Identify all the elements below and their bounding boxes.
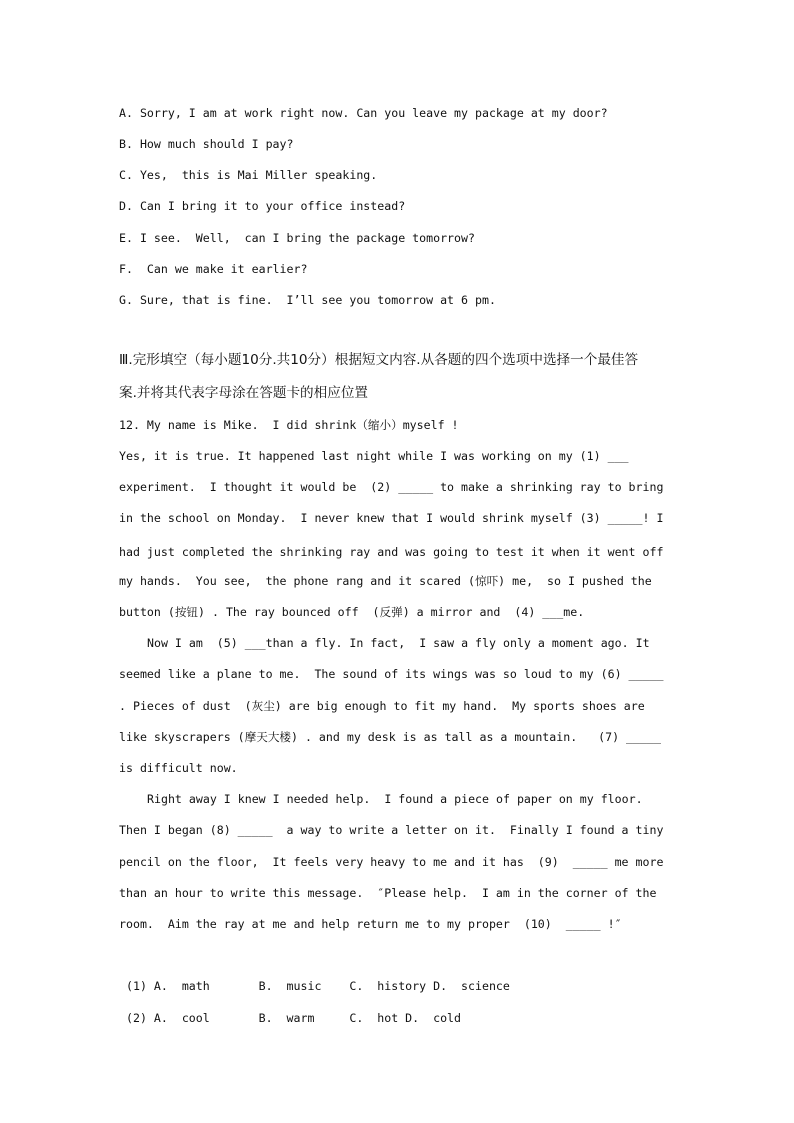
passage-line: Now I am (5) ___than a fly. In fact, I saw a fly only a moment ago. It bbox=[147, 636, 650, 650]
passage-line: Right away I knew I needed help. I found a piece of paper on my floor. bbox=[147, 792, 643, 806]
passage-line: . Pieces of dust (灰尘) are big enough to fit my hand. My sports shoes are bbox=[119, 699, 645, 713]
option-f: F. Can we make it earlier? bbox=[119, 262, 308, 276]
section-heading-line-1: Ⅲ.完形填空（每小题10分.共10分）根据短文内容.从各题的四个选项中选择一个最佳答 bbox=[119, 352, 639, 368]
option-c: C. Yes, this is Mai Miller speaking. bbox=[119, 168, 378, 182]
passage-line: pencil on the floor, It feels very heavy to me and it has (9) _____ me more bbox=[119, 855, 664, 869]
passage-line: than an hour to write this message. ″Please help. I am in the corner of the bbox=[119, 886, 657, 900]
option-b: B. How much should I pay? bbox=[119, 137, 294, 151]
passage-line: 12. My name is Mike. I did shrink（缩小）myself ! bbox=[119, 418, 459, 432]
passage-line: button (按钮) . The ray bounced off (反弹) a mirror and (4) ___me. bbox=[119, 605, 585, 619]
passage-line: Yes, it is true. It happened last night while I was working on my (1) ___ bbox=[119, 449, 629, 463]
option-g: G. Sure, that is fine. I’ll see you tomorrow at 6 pm. bbox=[119, 293, 496, 307]
passage-line: in the school on Monday. I never knew that I would shrink myself (3) _____! I bbox=[119, 511, 664, 525]
passage-line: room. Aim the ray at me and help return me to my proper (10) _____ !″ bbox=[119, 917, 622, 931]
passage-line: like skyscrapers (摩天大楼) . and my desk is as tall as a mountain. (7) _____ bbox=[119, 730, 661, 744]
choice-row-2: (2) A. cool B. warm C. hot D. cold bbox=[119, 1011, 462, 1025]
passage-line: seemed like a plane to me. The sound of its wings was so loud to my (6) _____ bbox=[119, 667, 664, 681]
option-a: A. Sorry, I am at work right now. Can you leave my package at my door? bbox=[119, 106, 608, 120]
section-heading-line-2: 案.并将其代表字母涂在答题卡的相应位置 bbox=[119, 385, 369, 401]
passage-line: is difficult now. bbox=[119, 761, 238, 775]
option-e: E. I see. Well, can I bring the package tomorrow? bbox=[119, 231, 475, 245]
option-d: D. Can I bring it to your office instead? bbox=[119, 199, 406, 213]
passage-line: Then I began (8) _____ a way to write a letter on it. Finally I found a tiny bbox=[119, 823, 664, 837]
passage-line: had just completed the shrinking ray and was going to test it when it went off bbox=[119, 545, 664, 559]
choice-row-1: (1) A. math B. music C. history D. science bbox=[119, 979, 510, 993]
passage-line: my hands. You see, the phone rang and it scared (惊吓) me, so I pushed the bbox=[119, 574, 652, 588]
passage-line: experiment. I thought it would be (2) _____ to make a shrinking ray to bring bbox=[119, 480, 664, 494]
